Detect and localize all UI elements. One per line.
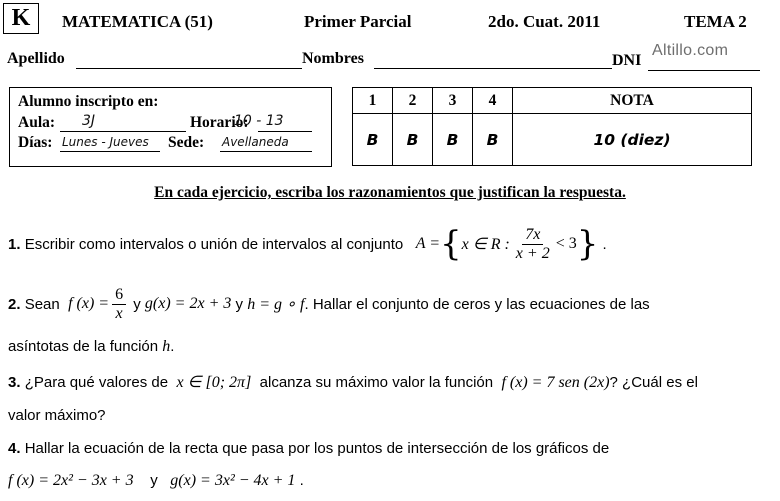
grade-header-2: 2	[393, 88, 433, 114]
exercise-4-y: y	[150, 472, 158, 489]
exercise-3-func: f (x) = 7 sen (2x)	[501, 374, 610, 391]
right-brace-glyph: }	[576, 224, 599, 264]
exercise-1-set-lhs: A =	[415, 235, 441, 252]
sede-value: Avellaneda	[222, 135, 289, 149]
dias-label: Días:	[18, 134, 53, 151]
exercise-4	[8, 440, 609, 457]
exercise-3-text-a: ¿Para qué valores de	[24, 374, 169, 391]
grade-mark-3: B	[433, 114, 473, 166]
aula-field[interactable]	[60, 114, 186, 132]
exercise-3-domain: x ∈ [0; 2π]	[176, 374, 252, 391]
grade-header-nota: NOTA	[513, 88, 752, 114]
left-brace-glyph: {	[440, 224, 462, 264]
exercise-4-number: 4.	[8, 440, 21, 457]
tema-letter: K	[11, 5, 31, 31]
exercise-2-line2-text: asíntotas de la función	[8, 338, 159, 355]
exercise-2-line2	[8, 338, 174, 356]
exercise-1	[8, 224, 607, 264]
grade-header-4: 4	[473, 88, 513, 114]
exercise-2-number: 2.	[8, 295, 21, 313]
exercise-4-text: Hallar la ecuación de la recta que pasa por los puntos de intersección de los gráficos de	[24, 440, 610, 457]
grade-header-3: 3	[433, 88, 473, 114]
exercise-2-h-var: h	[162, 338, 171, 355]
grade-values-row	[353, 114, 752, 166]
exercise-2-h-def: h = g ∘ f	[247, 296, 305, 313]
enrollment-title: Alumno inscripto en:	[18, 93, 159, 110]
grade-mark-2: B	[393, 114, 433, 166]
grade-table	[352, 87, 752, 166]
exercise-1-end: .	[602, 235, 607, 253]
tema-letter-box	[3, 3, 39, 34]
exercise-4-g-def: g(x) = 3x² − 4x + 1	[170, 472, 296, 489]
nombres-label: Nombres	[302, 50, 364, 67]
exercise-3-text-b: alcanza su máximo valor la función	[259, 374, 494, 391]
exercise-2-text: . Hallar el conjunto de ceros y las ecuaciones de las	[304, 295, 650, 313]
nombres-field[interactable]	[374, 50, 612, 69]
exam-title: Primer Parcial	[304, 12, 412, 31]
grade-mark-1: B	[353, 114, 393, 166]
exercise-4-line2	[8, 472, 304, 490]
aula-label: Aula:	[18, 114, 56, 131]
apellido-label: Apellido	[7, 50, 65, 67]
exercise-2	[8, 284, 650, 324]
exercise-2-sean: Sean	[24, 295, 60, 313]
exercise-1-fraction	[513, 226, 553, 263]
exercise-2-y2: y	[235, 295, 244, 313]
exercise-3-text-c: ? ¿Cuál es el	[609, 374, 698, 391]
dias-value: Lunes - Jueves	[62, 135, 149, 149]
grade-mark-4: B	[473, 114, 513, 166]
exercise-4-f-def: f (x) = 2x² − 3x + 3	[8, 472, 134, 489]
tema-label: TEMA 2	[684, 12, 747, 31]
exercise-1-frac-den: x + 2	[515, 244, 550, 262]
nota-value: 10 (diez)	[513, 114, 752, 166]
exercise-3-line2-text: valor máximo?	[8, 407, 106, 424]
exercise-1-inequality: < 3	[555, 235, 577, 252]
exercise-2-g-def: g(x) = 2x + 3	[144, 295, 232, 312]
exercise-1-text: Escribir como intervalos o unión de intervalos al conjunto	[24, 235, 404, 253]
grade-header-1: 1	[353, 88, 393, 114]
term-label: 2do. Cuat. 2011	[488, 12, 601, 31]
exercise-2-frac-den: x	[115, 304, 123, 322]
exercise-2-frac-num: 6	[112, 286, 126, 305]
watermark-text: Altillo.com	[652, 42, 729, 59]
sede-label: Sede:	[168, 134, 205, 151]
aula-value: 3J	[82, 113, 96, 129]
exercise-2-y1: y	[133, 295, 141, 313]
exercise-1-set-cond: x ∈ R :	[461, 236, 510, 253]
dni-label: DNI	[612, 52, 642, 69]
instruction-text: En cada ejercicio, escriba los razonamientos que justifican la respuesta.	[154, 184, 626, 201]
exercise-4-end: .	[299, 472, 304, 489]
apellido-field[interactable]	[76, 50, 302, 69]
exercise-1-number: 1.	[8, 235, 21, 253]
exercise-3-number: 3.	[8, 374, 21, 391]
exercise-1-frac-num: 7x	[522, 226, 543, 245]
horario-label: Horario:	[190, 114, 249, 131]
exercise-3	[8, 372, 698, 392]
exercise-2-end: .	[170, 338, 175, 355]
exercise-2-f-lhs: f (x) =	[68, 295, 110, 312]
exercise-3-line2	[8, 407, 106, 424]
subject-title: MATEMATICA (51)	[62, 12, 213, 31]
exercise-2-fraction	[112, 286, 126, 323]
horario-value: 10 - 13	[234, 113, 284, 129]
grade-header-row	[353, 88, 752, 114]
